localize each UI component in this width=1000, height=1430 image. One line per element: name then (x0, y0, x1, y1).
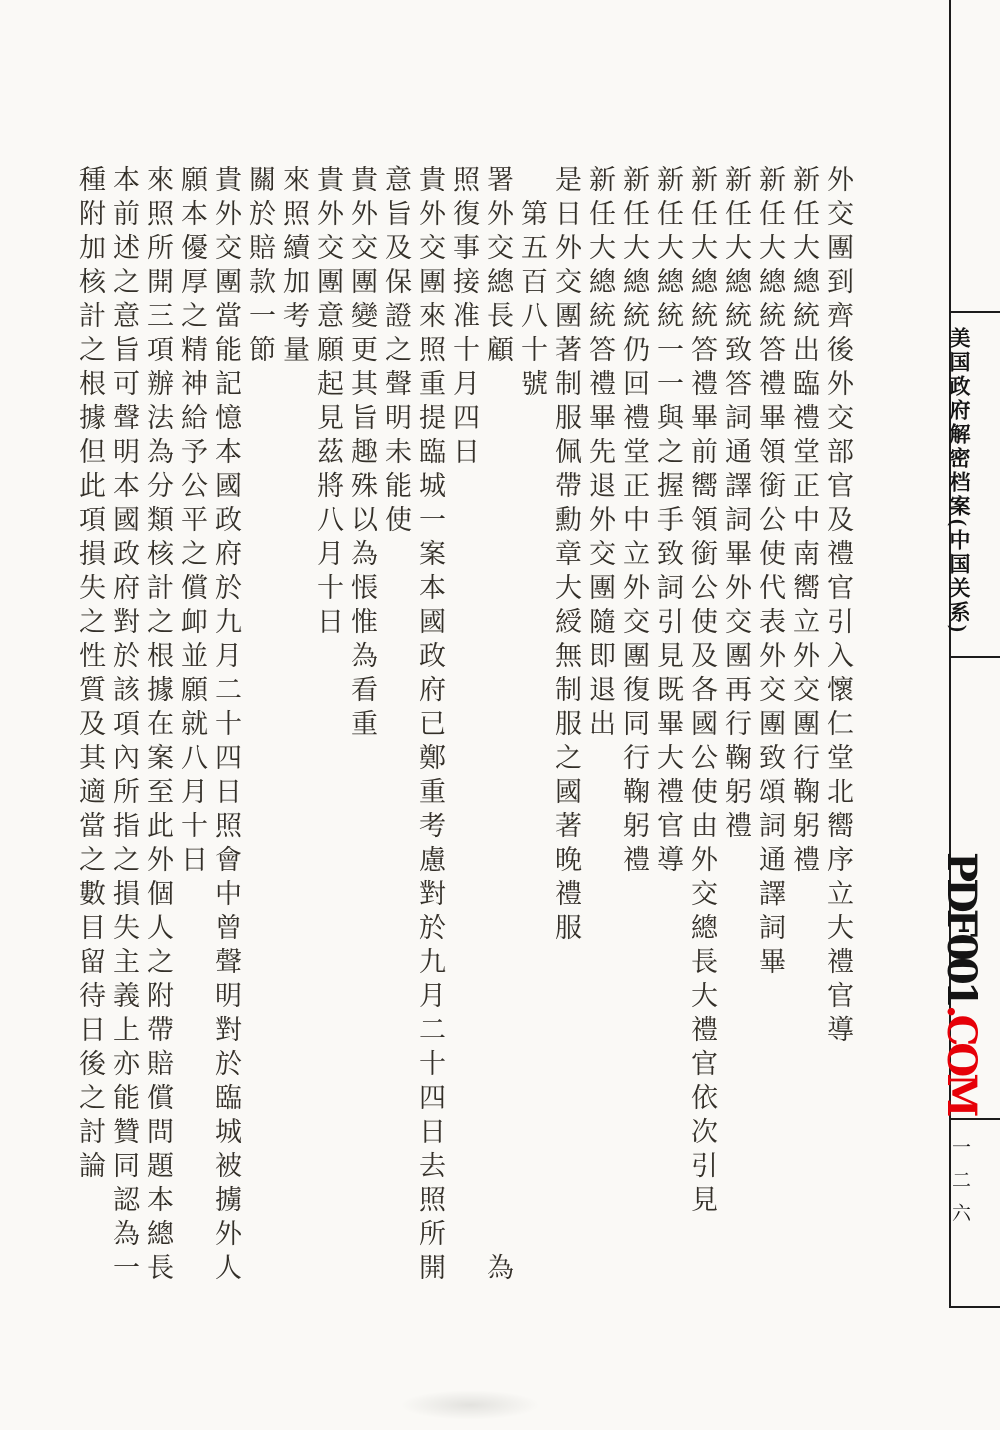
text-column: 新任大總統一一與之握手致詞引見既畢大禮官導 (653, 165, 683, 879)
text-column: 貴外交團當能記憶本國政府於九月二十四日照會中曾聲明對於臨城被擄外人 (211, 165, 241, 1287)
watermark-text: PDF001 (938, 852, 985, 1005)
text-column: 本前述之意旨可聲明本國政府對於該項內所指之損失主義上亦能贊同認為一 (109, 165, 139, 1287)
text-column: 照復事接准十月四日 (449, 165, 479, 471)
watermark (938, 852, 985, 1114)
text-column: 願本優厚之精神給予公平之償卹並願就八月十日 (177, 165, 207, 879)
watermark-domain: .COM (938, 1004, 985, 1114)
text-column: 貴外交團意願起見茲將八月十日 (313, 165, 343, 641)
text-column: 署外交總長顧 (483, 165, 513, 369)
text-column: 意旨及保證之聲明未能使 (381, 165, 411, 539)
text-column: 是日外交團著制服佩帶勳章大綬無制服之國著晚禮服 (551, 165, 581, 947)
scan-smudge (400, 1390, 540, 1420)
margin-horizontal-rule-bottom (949, 1306, 1000, 1308)
text-column: 新任大總統答禮畢先退外交團隨即退出 (585, 165, 615, 743)
text-column: 第五百八十號 (517, 199, 547, 403)
text-column: 為 (483, 1253, 513, 1287)
margin-horizontal-rule-below-title (949, 656, 1000, 658)
text-column: 新任大總統答禮畢領銜公使代表外交團致頌詞通譯詞畢 (755, 165, 785, 981)
text-column: 來照續加考量 (279, 165, 309, 369)
text-column: 新任大總統仍回禮堂正中立外交團復同行鞠躬禮 (619, 165, 649, 879)
text-column: 外交團到齊後外交部官及禮官引入懷仁堂北嚮序立大禮官導 (823, 165, 853, 1049)
text-column: 來照所開三項辦法為分類核計之根據在案至此外個人之附帶賠償問題本總長 (143, 165, 173, 1287)
text-column: 新任大總統出臨禮堂正中南嚮立外交團行鞠躬禮 (789, 165, 819, 879)
series-title: 美国政府解密档案(中国关系) (947, 327, 971, 635)
margin-horizontal-rule-above-pagenum (949, 1118, 1000, 1120)
text-column: 新任大總統答禮畢前嚮領銜公使及各國公使由外交總長大禮官依次引見 (687, 165, 717, 1219)
text-column: 關於賠款一節 (245, 165, 275, 369)
text-column: 貴外交團變更其旨趣殊以為悵惟為看重 (347, 165, 377, 743)
text-column: 種附加核計之根據但此項損失之性質及其適當之數目留待日後之討論 (75, 165, 105, 1185)
text-column: 貴外交團來照重提臨城一案本國政府已鄭重考慮對於九月二十四日去照所開 (415, 165, 445, 1287)
page-number: 一二六 (949, 1137, 970, 1236)
margin-horizontal-rule-top (949, 311, 1000, 313)
text-column: 新任大總統致答詞通譯詞畢外交團再行鞠躬禮 (721, 165, 751, 845)
